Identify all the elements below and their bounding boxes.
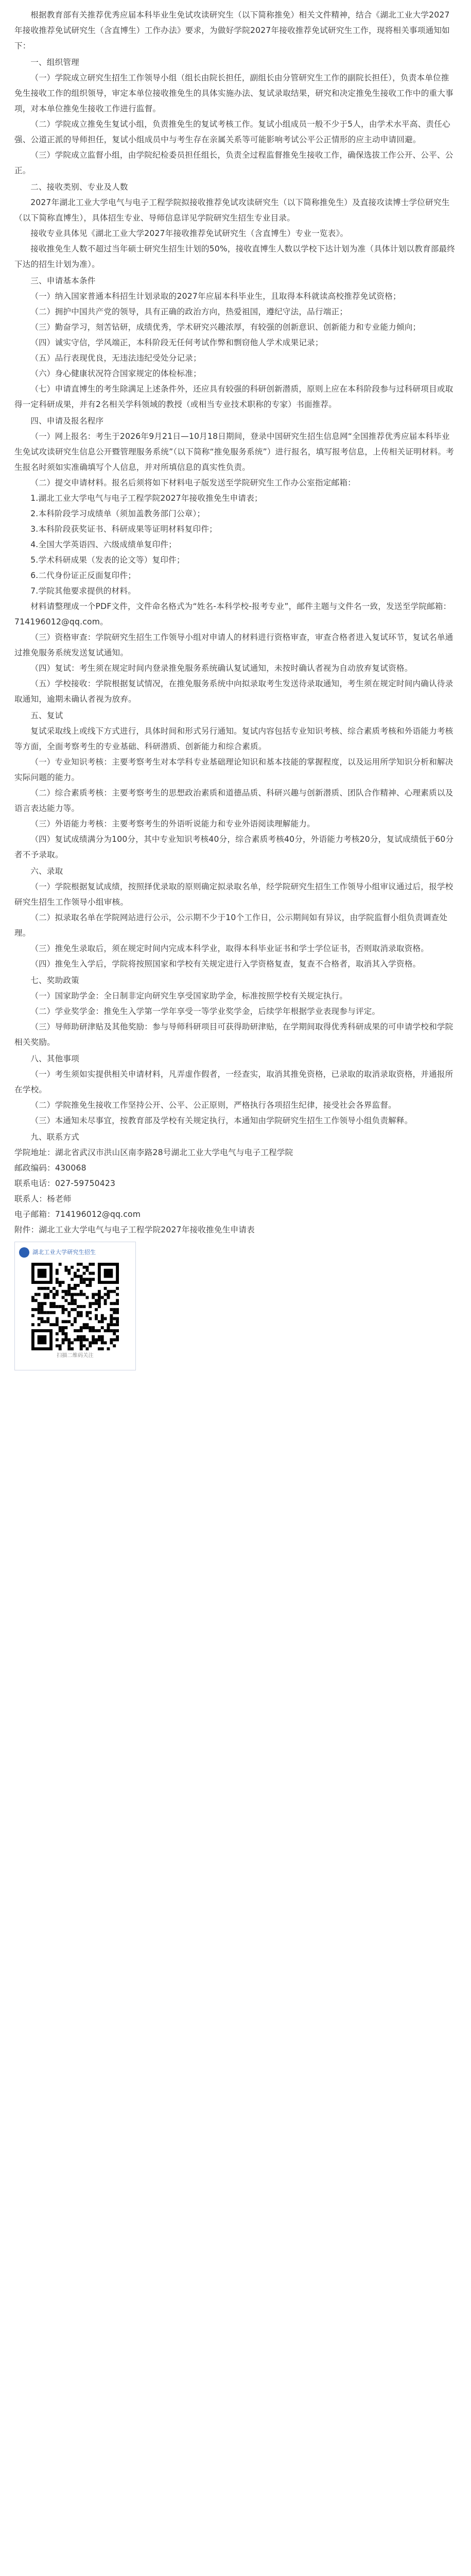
paragraph: （一）国家助学金：全日制非定向研究生享受国家助学金，标准按照学校有关规定执行。: [30, 991, 348, 1001]
paragraph: 邮政编码：430068: [14, 1163, 86, 1173]
paragraph: （一）纳入国家普通本科招生计划录取的2027年应届本科毕业生，且取得本科就读高校推荐免试资格；: [30, 292, 401, 301]
section-heading: 二、接收类别、专业及人数: [30, 182, 128, 192]
paragraph: （三）推免生录取后，须在规定时间内完成本科学业，取得本科毕业证书和学士学位证书，否则取消录取资格。: [30, 944, 429, 953]
qr-code-icon: [31, 1263, 119, 1350]
paragraph: （五）学校接收：学院根据复试情况，在推免服务系统中向拟录取考生发送待录取通知，考生须在规定时间内确认待录取通知，逾期未确认者视为放弃。: [14, 679, 453, 704]
paragraph: 4.全国大学英语四、六级成绩单复印件；: [30, 540, 177, 549]
paragraph: 学院地址：湖北省武汉市洪山区南李路28号湖北工业大学电气与电子工程学院: [14, 1148, 293, 1157]
section-heading: 九、联系方式: [30, 1132, 79, 1142]
paragraph: （一）学院根据复试成绩，按照择优录取的原则确定拟录取名单，经学院研究生招生工作领导小组审议通过后，报学校研究生招生工作领导小组审核。: [14, 882, 453, 907]
section-heading: 五、复试: [30, 711, 63, 720]
paragraph: 接收专业具体见《湖北工业大学2027年接收推荐免试研究生（含直博生）专业一览表》。: [30, 229, 348, 238]
paragraph: 5.学术科研成果（发表的论文等）复印件；: [30, 555, 185, 565]
section-heading: 四、申请及报名程序: [30, 416, 104, 426]
paragraph: （三）导师助研津贴及其他奖励：参与导师科研项目可获得助研津贴，在学期间取得优秀科研成果的可申请学校和学院相关奖励。: [14, 1022, 453, 1047]
paragraph: 6.二代身份证正反面复印件；: [30, 571, 136, 580]
paragraph: （四）复试成绩满分为100分，其中专业知识考核40分，综合素质考核40分，外语能力考核20分，复试成绩低于60分者不予录取。: [14, 835, 454, 859]
paragraph: （一）考生须如实提供相关申请材料，凡弄虚作假者，一经查实，取消其推免资格，已录取的取消录取资格，并通报所在学校。: [14, 1070, 453, 1094]
paragraph: （三）学院成立监督小组，由学院纪检委员担任组长，负责全过程监督推免生接收工作，确保选拔工作公开、公平、公正。: [14, 150, 453, 175]
paragraph: （二）拟录取名单在学院网站进行公示，公示期不少于10个工作日，公示期间如有异议，由学院监督小组负责调查处理。: [14, 913, 448, 938]
qr-card: [14, 1242, 136, 1370]
paragraph: （六）身心健康状况符合国家规定的体检标准；: [30, 369, 201, 378]
paragraph: （三）勤奋学习，刻苦钻研，成绩优秀，学术研究兴趣浓厚，有较强的创新意识、创新能力和专业能力倾向；: [30, 323, 421, 332]
paragraph: 2.本科阶段学习成绩单（须加盖教务部门公章）；: [30, 509, 205, 518]
paragraph: （二）学业奖学金：推免生入学第一学年享受一等学业奖学金，后续学年根据学业表现参与评定。: [30, 1007, 380, 1016]
paragraph: （二）提交申请材料。报名后须将如下材料电子版发送至学院研究生工作办公室指定邮箱：: [30, 478, 356, 487]
paragraph: （一）网上报名：考生于2026年9月21日—10月18日期间，登录中国研究生招生信息网“全国推荐优秀应届本科毕业生免试攻读研究生信息公开暨管理服务系统”（以下简称“推免服务系统”）进行报名，填写报考信息，上传相关证明材料。考生报名时须如实准确填写个人信息，并对所填信息的真实性负责。: [14, 432, 455, 472]
paragraph: 电子邮箱：714196012@qq.com: [14, 1210, 141, 1219]
paragraph: （二）学院推免生接收工作坚持公开、公平、公正原则，严格执行各项招生纪律，接受社会各界监督。: [30, 1100, 396, 1110]
section-heading: 三、申请基本条件: [30, 276, 96, 285]
paragraph: （二）学院成立推免生复试小组，负责推免生的复试考核工作。复试小组成员一般不少于5人，由学术水平高、责任心强、公道正派的导师担任，复试小组成员中与考生存在亲属关系等可能影响考试公平公正情形的应主动申请回避。: [14, 120, 450, 144]
qr-title: 湖北工业大学研究生招生: [32, 1249, 96, 1256]
qr-caption: 扫描二维码关注: [57, 1353, 94, 1359]
paragraph: （二）拥护中国共产党的领导，具有正确的政治方向，热爱祖国，遵纪守法，品行端正；: [30, 307, 348, 316]
paragraph: 1.湖北工业大学电气与电子工程学院2027年接收推免生申请表；: [30, 494, 263, 503]
section-heading: 七、奖助政策: [30, 976, 79, 985]
paragraph: （五）品行表现优良，无违法违纪受处分记录；: [30, 353, 201, 363]
paragraph: 联系电话：027-59750423: [14, 1179, 116, 1188]
section-heading: 一、组织管理: [30, 58, 79, 67]
paragraph: （四）复试：考生须在规定时间内登录推免服务系统确认复试通知，未按时确认者视为自动放弃复试资格。: [30, 664, 413, 673]
paragraph: （三）本通知未尽事宜，按教育部及学校有关规定执行，本通知由学院研究生招生工作领导小组负责解释。: [30, 1116, 413, 1125]
paragraph: 接收推免生人数不超过当年硕士研究生招生计划的50%，接收直博生人数以学校下达计划为准（具体计划以教育部最终下达的招生计划为准）。: [14, 244, 456, 269]
paragraph: （七）申请直博生的考生除满足上述条件外，还应具有较强的科研创新潜质，原则上应在本科阶段参与过科研项目或取得一定科研成果，并有2名相关学科领域的教授（或相当专业技术职称的专家）书面推荐。: [14, 384, 453, 409]
paragraph: （二）综合素质考核：主要考察考生的思想政治素质和道德品质、科研兴趣与创新潜质、团队合作精神、心理素质以及语言表达能力等。: [14, 788, 453, 813]
paragraph: （一）专业知识考核：主要考察考生对本学科专业基础理论知识和基本技能的掌握程度，以及运用所学知识分析和解决实际问题的能力。: [14, 757, 453, 782]
notice-body: [14, 7, 457, 1238]
paragraph: （四）推免生入学后，学院将按照国家和学校有关规定进行入学资格复查，复查不合格者，取消其入学资格。: [30, 959, 421, 969]
paragraph: 7.学院其他要求提供的材料。: [30, 586, 136, 596]
paragraph: 附件：湖北工业大学电气与电子工程学院2027年接收推免生申请表: [14, 1225, 255, 1234]
paragraph: 联系人：杨老师: [14, 1194, 72, 1204]
school-logo-icon: [19, 1247, 29, 1258]
paragraph: （三）外语能力考核：主要考察考生的外语听说能力和专业外语阅读理解能力。: [30, 819, 315, 828]
paragraph: 根据教育部有关推荐优秀应届本科毕业生免试攻读研究生（以下简称推免）相关文件精神，结合《湖北工业大学2027年接收推荐免试研究生（含直博生）工作办法》要求，为做好学院2027年接收推荐免试研究生工作，现将相关事项通知如下：: [14, 10, 450, 50]
paragraph: （三）资格审查：学院研究生招生工作领导小组对申请人的材料进行资格审查，审查合格者进入复试环节，复试名单通过推免服务系统发送复试通知。: [14, 633, 453, 657]
section-heading: 八、其他事项: [30, 1054, 79, 1063]
paragraph: 3.本科阶段获奖证书、科研成果等证明材料复印件；: [30, 524, 217, 534]
paragraph: 2027年湖北工业大学电气与电子工程学院拟接收推荐免试攻读研究生（以下简称推免生）及直接攻读博士学位研究生（以下简称直博生），具体招生专业、导师信息详见学院研究生招生专业目录。: [14, 198, 450, 223]
qr-header: [19, 1246, 131, 1259]
paragraph: （一）学院成立研究生招生工作领导小组（组长由院长担任，副组长由分管研究生工作的副院长担任），负责本单位推免生接收工作的组织领导，审定本单位接收推免生的具体实施办法、复试录取结果，研究和决定推免生接收工作中的重大事项，对本单位推免生接收工作进行监督。: [14, 73, 453, 113]
section-heading: 六、录取: [30, 867, 63, 876]
paragraph: 复试采取线上或线下方式进行，具体时间和形式另行通知。复试内容包括专业知识考核、综合素质考核和外语能力考核等方面，全面考察考生的专业基础、科研潜质、创新能力和综合素质。: [14, 726, 453, 751]
paragraph: （四）诚实守信，学风端正，本科阶段无任何考试作弊和剽窃他人学术成果记录；: [30, 338, 323, 347]
paragraph: 材料请整理成一个PDF文件，文件命名格式为“姓名-本科学校-报考专业”，邮件主题与文件名一致，发送至学院邮箱：714196012@qq.com。: [14, 602, 451, 626]
